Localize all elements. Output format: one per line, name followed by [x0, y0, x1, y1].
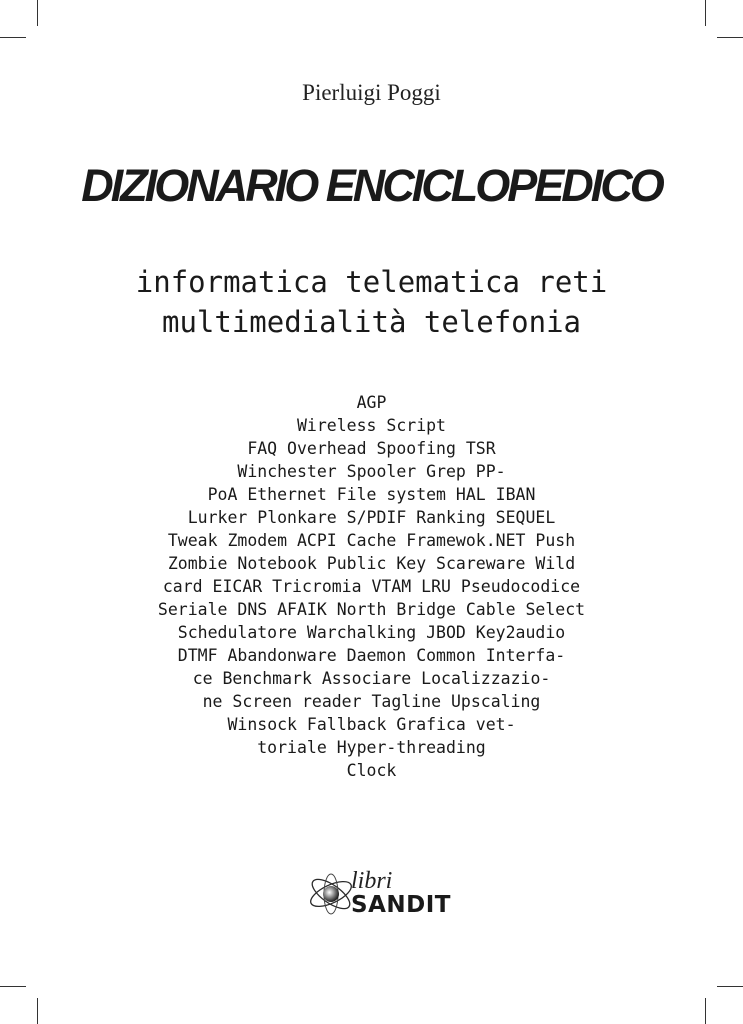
book-title: DIZIONARIO ENCICLOPEDICO — [81, 160, 662, 211]
terms-line: ce Benchmark Associare Localizzazio- — [192, 669, 551, 688]
crop-mark-bottom-right-vertical — [705, 998, 706, 1024]
terms-line: Wireless Script — [296, 416, 446, 435]
terms-line: Winsock Fallback Grafica vet- — [227, 715, 516, 734]
subtitle-line: multimedialità telefonia — [161, 305, 582, 339]
terms-line: Tweak Zmodem ACPI Cache Framewok.NET Push — [167, 531, 576, 550]
terms-line: AGP — [356, 393, 387, 412]
terms-line: card EICAR Tricromia VTAM LRU Pseudocodice — [162, 577, 581, 596]
terms-line: Schedulatore Warchalking JBOD Key2audio — [177, 623, 566, 642]
crop-mark-top-right-vertical — [705, 0, 706, 26]
crop-mark-top-left-vertical — [37, 0, 38, 26]
book-subtitle — [0, 262, 743, 342]
terms-line: DTMF Abandonware Daemon Common Interfa- — [177, 646, 566, 665]
terms-block — [0, 391, 743, 782]
terms-line: Winchester Spooler Grep PP- — [237, 462, 506, 481]
terms-line: FAQ Overhead Spoofing TSR — [247, 439, 496, 458]
crop-mark-bottom-left-horizontal — [0, 986, 26, 987]
crop-mark-bottom-right-horizontal — [717, 986, 743, 987]
atom-orbit-icon — [306, 870, 356, 918]
crop-mark-top-right-horizontal — [717, 37, 743, 38]
publisher-line2: SANDIT — [351, 892, 451, 918]
terms-line: Clock — [346, 761, 397, 780]
terms-line: toriale Hyper-threading — [257, 738, 486, 757]
terms-line: ne Screen reader Tagline Upscaling — [202, 692, 541, 711]
author-name: Pierluigi Poggi — [302, 80, 441, 105]
crop-mark-top-left-horizontal — [0, 37, 26, 38]
publisher-line1: libri — [351, 868, 393, 894]
terms-line: Lurker Plonkare S/PDIF Ranking SEQUEL — [187, 508, 556, 527]
subtitle-line: informatica telematica reti — [135, 265, 608, 299]
terms-line: Zombie Notebook Public Key Scareware Wild — [167, 554, 576, 573]
terms-line: PoA Ethernet File system HAL IBAN — [207, 485, 536, 504]
terms-line: Seriale DNS AFAIK North Bridge Cable Select — [157, 600, 586, 619]
crop-mark-bottom-left-vertical — [37, 998, 38, 1024]
publisher-logo — [303, 866, 473, 926]
